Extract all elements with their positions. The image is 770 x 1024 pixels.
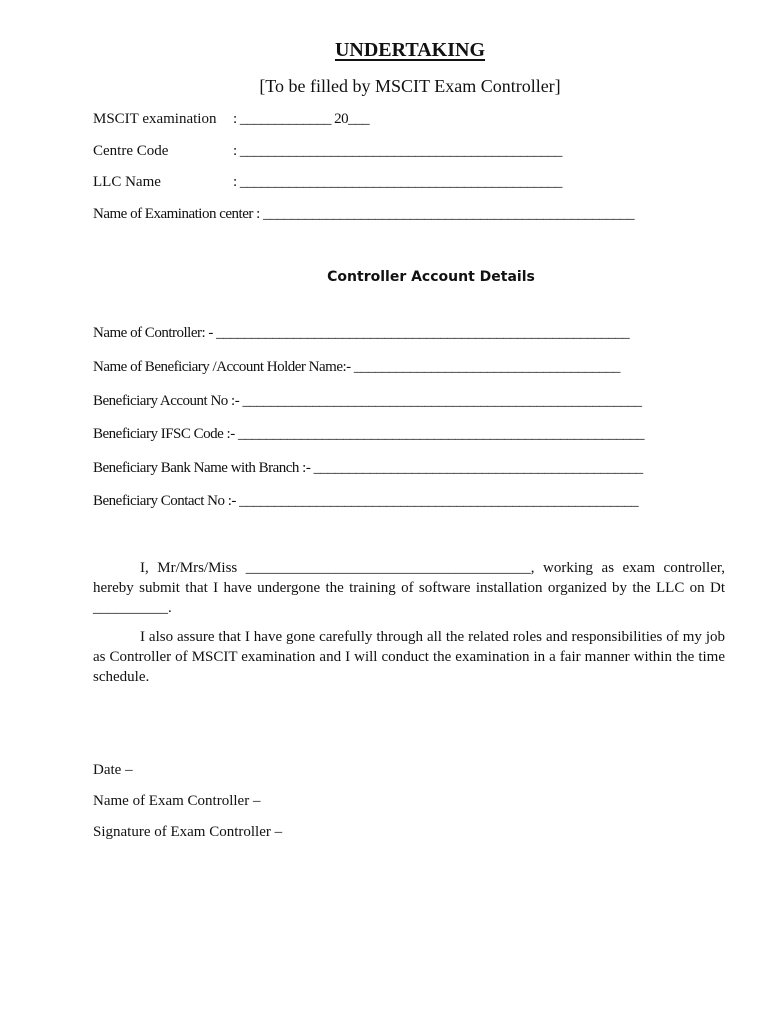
exam-center-field[interactable]: Name of Examination center : _____________________________________________________ bbox=[93, 206, 635, 222]
account-number-field[interactable]: Beneficiary Account No :- _________________________________________________________ bbox=[93, 393, 642, 409]
llc-name-row bbox=[93, 174, 562, 191]
page-title: UNDERTAKING bbox=[334, 39, 486, 61]
declaration-text-1: I, Mr/Mrs/Miss ______________________________________, working as exam controller, hereby submit that I have undergone the training of software installation organized by the LLC on Dt __________. bbox=[93, 560, 725, 616]
examination-row bbox=[93, 111, 370, 128]
declaration-paragraph-2 bbox=[93, 627, 725, 687]
ifsc-code-field[interactable]: Beneficiary IFSC Code :- __________________________________________________________ bbox=[93, 426, 644, 442]
section-title: Controller Account Details bbox=[327, 269, 535, 285]
date-label: Date – bbox=[93, 762, 133, 778]
centre-code-field[interactable]: : ______________________________________________ bbox=[233, 143, 562, 159]
bank-branch-field[interactable]: Beneficiary Bank Name with Branch :- _______________________________________________ bbox=[93, 460, 643, 476]
centre-code-label: Centre Code bbox=[93, 143, 169, 159]
contact-number-field[interactable]: Beneficiary Contact No :- _________________________________________________________ bbox=[93, 493, 639, 509]
examination-label: MSCIT examination bbox=[93, 111, 217, 127]
centre-code-row bbox=[93, 143, 562, 160]
llc-name-label: LLC Name bbox=[93, 174, 161, 190]
llc-name-field[interactable]: : ______________________________________________ bbox=[233, 174, 562, 190]
declaration-paragraph-1 bbox=[93, 558, 725, 618]
signature-label: Signature of Exam Controller – bbox=[93, 824, 283, 840]
controller-name-field[interactable]: Name of Controller: - ___________________________________________________________ bbox=[93, 325, 630, 341]
examination-field[interactable]: : _____________ 20___ bbox=[233, 111, 370, 127]
declaration-text-2: I also assure that I have gone carefully through all the related roles and responsibilities of my job as Controller of MSCIT examination and I will conduct the examination in a fair manner within the time schedule. bbox=[93, 629, 725, 685]
page-subtitle: [To be filled by MSCIT Exam Controller] bbox=[259, 76, 561, 96]
beneficiary-name-field[interactable]: Name of Beneficiary /Account Holder Name:- ______________________________________ bbox=[93, 359, 620, 375]
controller-name-label: Name of Exam Controller – bbox=[93, 793, 261, 809]
